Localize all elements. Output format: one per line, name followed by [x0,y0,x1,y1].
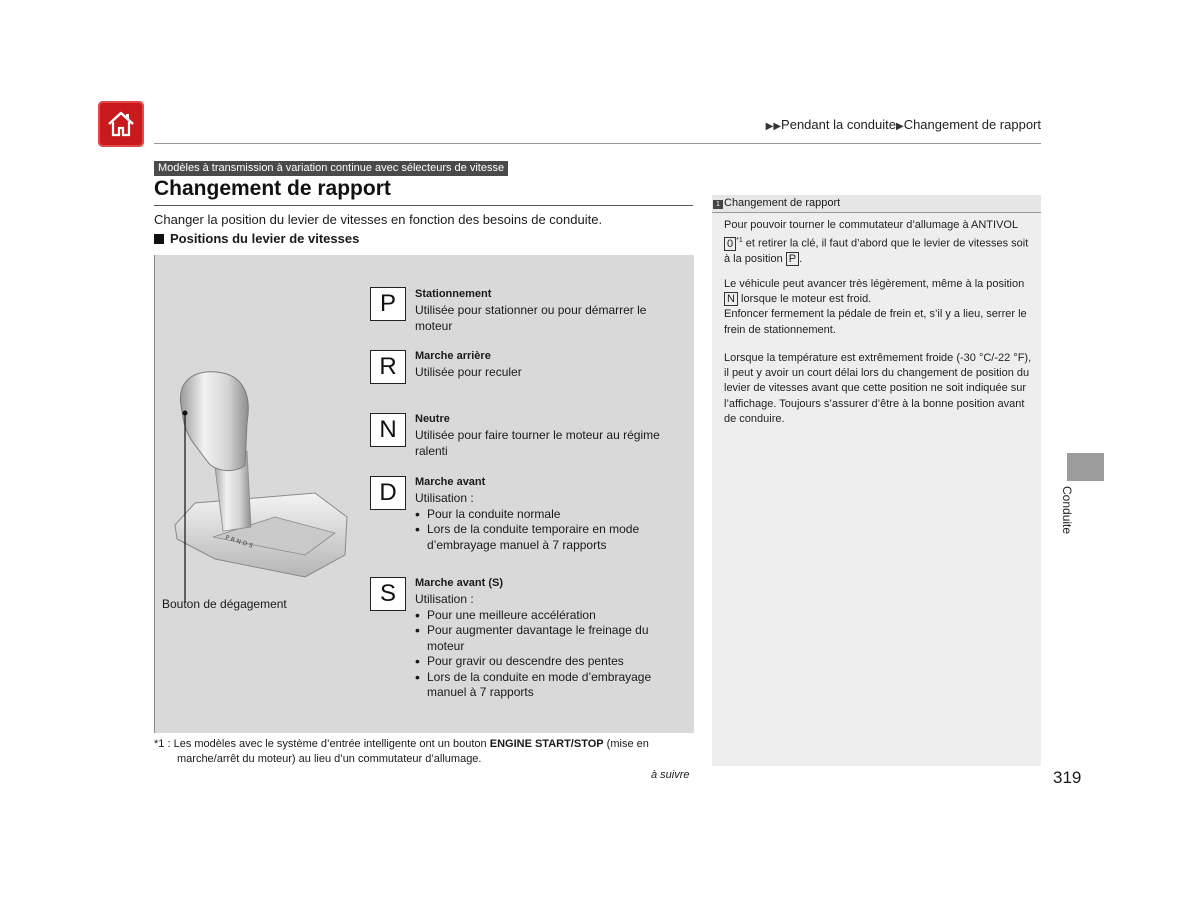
footnote-text-1: Les modèles avec le système d’entrée intelligente ont un bouton [173,738,490,750]
breadcrumb [766,117,1041,132]
page-title: Changement de rapport [154,177,391,200]
continued-label: à suivre [651,769,690,781]
sidenote-heading-text: Changement de rapport [724,197,841,209]
gear-p-title: Stationnement [415,288,492,300]
section-tab[interactable] [1067,453,1104,481]
gear-s-icon: S [370,577,406,611]
gear-r-desc: Utilisée pour reculer [415,365,522,379]
gear-shifter-illustration [155,255,355,733]
footnote-ref: *1 [736,237,743,245]
home-icon [105,108,137,140]
gear-r-title: Marche arrière [415,350,491,362]
gear-p-badge: P [786,252,799,266]
breadcrumb-item-2[interactable]: Changement de rapport [903,117,1041,132]
gear-n-badge: N [724,292,738,306]
intro-text: Changer la position du levier de vitesses en fonction des besoins de conduite. [154,212,603,227]
gear-n-title: Neutre [415,413,450,425]
release-button-label: Bouton de dégagement [162,597,287,611]
list-item: • Lors de la conduite en mode d’embrayage manuel à 7 rapports [415,670,680,701]
gear-r-icon: R [370,350,406,384]
reference-icon: 1 [713,200,723,209]
footnote [154,737,694,767]
breadcrumb-separator: ▶▶ [765,121,782,132]
sidenote-text: Pour pouvoir tourner le commutateur d’allumage à ANTIVOL [724,219,1019,231]
gear-n-desc: Utilisée pour faire tourner le moteur au régime ralenti [415,428,660,458]
gear-d-title: Marche avant [415,476,486,488]
list-item: • Lors de la conduite temporaire en mode d’embrayage manuel à 7 rapports [415,522,680,553]
sidenote-heading [712,195,1041,213]
footnote-text-2: (mise en [603,738,649,750]
title-divider [154,205,693,206]
sidenote-text: lorsque le moteur est froid. [737,293,872,306]
gear-d-usage: Utilisation : [415,491,474,505]
gear-d-list [415,507,680,554]
gear-s-title: Marche avant (S) [415,577,504,589]
page-number: 319 [1053,768,1082,787]
gear-d-icon: D [370,476,406,510]
sidenote-text: Le véhicule peut avancer très légèrement, même à la position [724,278,1025,290]
header-divider [154,143,1041,144]
sidenote-text: et retirer la clé, il faut d’abord que le levier de vitesses soit à la position [724,237,1029,266]
gear-s-usage: Utilisation : [415,592,474,606]
sidenote-text: Enfoncer fermement la pédale de frein et, s’il y a lieu, serrer le frein de stationnement. [724,308,1027,336]
list-item: • Pour gravir ou descendre des pentes [415,654,680,670]
footnote-bold: ENGINE START/STOP [489,738,604,750]
section-heading [154,231,359,246]
square-bullet-icon [154,234,164,244]
gear-p-desc: Utilisée pour stationner ou pour démarrer le moteur [415,303,647,333]
footnote-line-2: marche/arrêt du moteur) au lieu d’un commutateur d’allumage. [177,753,482,765]
svg-text:P R N D S: P R N D S [224,534,254,550]
list-item: • Pour la conduite normale [415,507,680,523]
model-tag: Modèles à transmission à variation continue avec sélecteurs de vitesse [154,161,508,176]
list-item: • Pour une meilleure accélération [415,608,680,624]
breadcrumb-item-1[interactable]: Pendant la conduite [781,117,896,132]
home-button[interactable] [98,101,144,147]
gear-n-icon: N [370,413,406,447]
section-heading-text: Positions du levier de vitesses [170,231,360,246]
gear-d-desc [415,491,680,553]
gear-s-desc [415,592,680,701]
gear-p-icon: P [370,287,406,321]
list-item: • Pour augmenter davantage le freinage du moteur [415,623,680,654]
sidenote-paragraph-3: Lorsque la température est extrêmement froide (-30 °C/-22 °F), il peut y avoir un court délai lors du changement de position du levier de vitesses avant que cette position ne soit indiquée sur l’affichage. Toujours s’assurer d’être à la bonne position avant de conduire. [724,352,1032,425]
footnote-marker: *1 : [154,738,174,750]
gear-s-list [415,608,680,701]
sidenote-text: . [799,253,803,266]
sidenote-paragraph-1 [724,218,1034,267]
sidenote-paragraph-2 [724,277,1034,338]
key-position-0-badge: 0 [724,237,736,251]
section-tab-label: Conduite [1060,486,1074,535]
breadcrumb-separator-2: ▶ [895,121,904,132]
